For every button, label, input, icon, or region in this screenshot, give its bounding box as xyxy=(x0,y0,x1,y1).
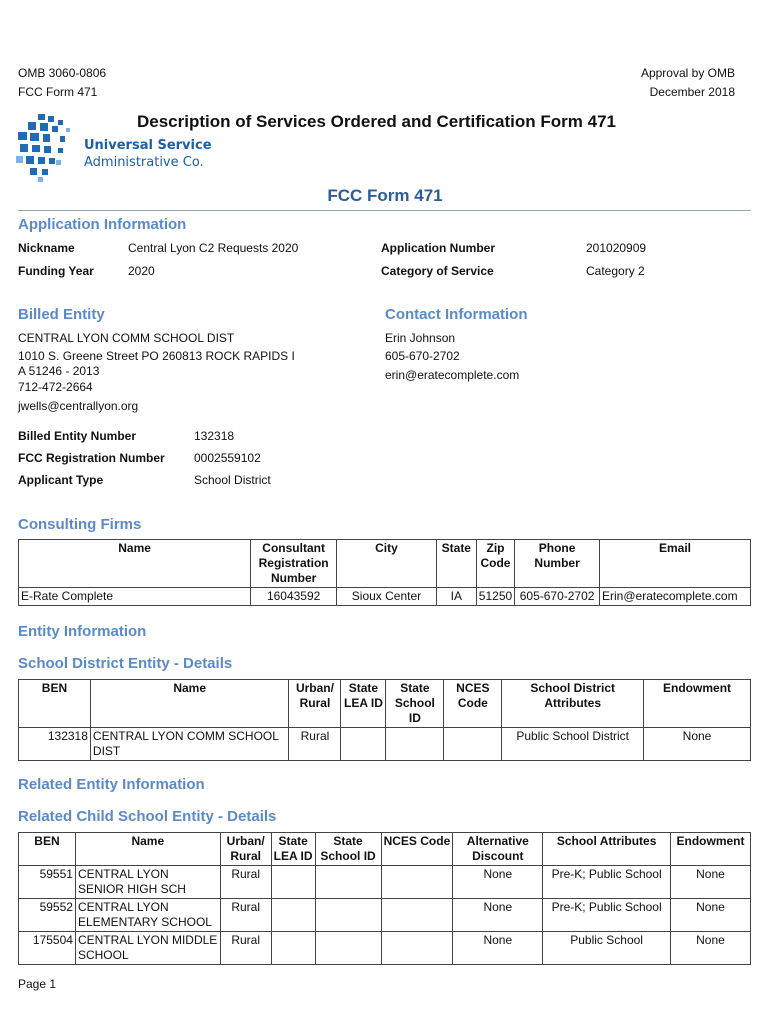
table-cell: None xyxy=(644,728,751,761)
ben-label: Billed Entity Number xyxy=(18,429,137,443)
table-header-row xyxy=(19,680,751,728)
table-cell xyxy=(271,866,315,899)
billed-entity-phone: 712-472-2664 xyxy=(18,380,93,394)
table-header-row xyxy=(19,833,751,866)
column-header: BEN xyxy=(19,833,76,866)
table-cell: IA xyxy=(436,588,476,606)
column-header: State xyxy=(436,540,476,588)
table-cell: 51250 xyxy=(476,588,514,606)
table-cell xyxy=(271,932,315,965)
table-cell: 16043592 xyxy=(251,588,337,606)
table-row xyxy=(19,899,751,932)
consulting-firms-table xyxy=(18,539,751,606)
column-header: NCES Code xyxy=(381,833,453,866)
header-right xyxy=(641,64,735,102)
application-number-value: 201020909 xyxy=(586,241,647,255)
section-school-district-details: School District Entity - Details xyxy=(18,655,233,672)
table-cell: CENTRAL LYON MIDDLE SCHOOL xyxy=(75,932,220,965)
category-label: Category of Service xyxy=(381,264,494,278)
approval-text: Approval by OMB xyxy=(640,66,735,80)
table-cell xyxy=(444,728,502,761)
table-cell: Rural xyxy=(220,899,271,932)
table-cell xyxy=(341,728,386,761)
table-cell: None xyxy=(670,932,750,965)
column-header: State School ID xyxy=(315,833,381,866)
section-entity-information: Entity Information xyxy=(18,623,147,640)
table-header-row xyxy=(19,540,751,588)
table-row xyxy=(19,866,751,899)
table-cell: Rural xyxy=(220,866,271,899)
table-cell: None xyxy=(670,866,750,899)
table-cell: 175504 xyxy=(19,932,76,965)
nickname-label: Nickname xyxy=(18,241,75,255)
table-cell xyxy=(381,866,453,899)
column-header: Name xyxy=(75,833,220,866)
related-child-school-table xyxy=(18,832,751,965)
column-header: State School ID xyxy=(386,680,444,728)
category-value: Category 2 xyxy=(586,264,645,278)
section-related-entity-information: Related Entity Information xyxy=(18,776,205,793)
table-row xyxy=(19,728,751,761)
column-header: Endowment xyxy=(644,680,751,728)
heading-divider xyxy=(18,210,751,211)
logo-line1: Universal Service xyxy=(84,138,212,153)
table-cell: Pre-K; Public School xyxy=(543,866,671,899)
applicant-type-label: Applicant Type xyxy=(18,473,104,487)
column-header: Consultant Registration Number xyxy=(251,540,337,588)
form-number: FCC Form 471 xyxy=(18,85,98,99)
table-cell xyxy=(315,899,381,932)
table-cell xyxy=(381,932,453,965)
column-header: School Attributes xyxy=(543,833,671,866)
table-cell: Rural xyxy=(220,932,271,965)
section-related-child-school-details: Related Child School Entity - Details xyxy=(18,808,277,825)
omb-number: OMB 3060-0806 xyxy=(18,66,107,80)
column-header: City xyxy=(337,540,437,588)
applicant-type-value: School District xyxy=(194,473,271,487)
logo-wordmark xyxy=(84,137,212,171)
column-header: NCES Code xyxy=(444,680,502,728)
logo-line2: Administrative Co. xyxy=(84,155,204,170)
usac-logo-icon xyxy=(16,114,78,184)
table-cell: 132318 xyxy=(19,728,91,761)
table-cell: None xyxy=(453,932,543,965)
funding-year-label: Funding Year xyxy=(18,264,94,278)
table-cell: 605-670-2702 xyxy=(515,588,600,606)
table-cell xyxy=(381,899,453,932)
column-header: Phone Number xyxy=(515,540,600,588)
table-cell: Erin@eratecomplete.com xyxy=(600,588,751,606)
table-cell: None xyxy=(453,866,543,899)
table-cell: Rural xyxy=(289,728,341,761)
table-cell: E-Rate Complete xyxy=(19,588,251,606)
nickname-value: Central Lyon C2 Requests 2020 xyxy=(128,241,299,255)
column-header: Urban/ Rural xyxy=(289,680,341,728)
contact-phone: 605-670-2702 xyxy=(385,349,460,363)
table-cell xyxy=(386,728,444,761)
column-header: Name xyxy=(90,680,289,728)
ben-value: 132318 xyxy=(194,429,235,443)
table-cell: 59552 xyxy=(19,899,76,932)
table-cell: 59551 xyxy=(19,866,76,899)
table-cell: Sioux Center xyxy=(337,588,437,606)
approval-date: December 2018 xyxy=(649,85,735,99)
column-header: Urban/ Rural xyxy=(220,833,271,866)
billed-entity-address-line2: A 51246 - 2013 xyxy=(18,364,100,378)
column-header: Name xyxy=(19,540,251,588)
table-cell: CENTRAL LYON SENIOR HIGH SCH xyxy=(75,866,220,899)
document-title: Description of Services Ordered and Certification Form 471 xyxy=(137,112,616,131)
header-left xyxy=(18,64,106,102)
funding-year-value: 2020 xyxy=(128,264,155,278)
billed-entity-email: jwells@centrallyon.org xyxy=(18,399,139,413)
table-cell xyxy=(271,899,315,932)
table-cell: Pre-K; Public School xyxy=(543,899,671,932)
column-header: Alternative Discount xyxy=(453,833,543,866)
school-district-table xyxy=(18,679,751,761)
contact-name: Erin Johnson xyxy=(385,331,456,345)
column-header: School District Attributes xyxy=(502,680,644,728)
table-cell xyxy=(315,932,381,965)
table-row xyxy=(19,588,751,606)
fcc-registration-label: FCC Registration Number xyxy=(18,451,165,465)
section-contact-information: Contact Information xyxy=(385,306,528,323)
column-header: State LEA ID xyxy=(341,680,386,728)
column-header: Zip Code xyxy=(476,540,514,588)
column-header: State LEA ID xyxy=(271,833,315,866)
table-cell: None xyxy=(453,899,543,932)
page-number: Page 1 xyxy=(18,977,57,991)
column-header: Email xyxy=(600,540,751,588)
table-cell: CENTRAL LYON COMM SCHOOL DIST xyxy=(90,728,289,761)
billed-entity-name: CENTRAL LYON COMM SCHOOL DIST xyxy=(18,331,235,345)
billed-entity-address-line1: 1010 S. Greene Street PO 260813 ROCK RAPIDS I xyxy=(18,349,295,363)
section-application-information: Application Information xyxy=(18,216,187,233)
column-header: BEN xyxy=(19,680,91,728)
table-row xyxy=(19,932,751,965)
table-cell xyxy=(315,866,381,899)
column-header: Endowment xyxy=(670,833,750,866)
section-billed-entity: Billed Entity xyxy=(18,306,105,323)
application-number-label: Application Number xyxy=(381,241,496,255)
table-cell: Public School District xyxy=(502,728,644,761)
fcc-registration-value: 0002559102 xyxy=(194,451,261,465)
table-cell: None xyxy=(670,899,750,932)
contact-email: erin@eratecomplete.com xyxy=(385,368,520,382)
form-heading: FCC Form 471 xyxy=(327,186,443,205)
table-cell: Public School xyxy=(543,932,671,965)
section-consulting-firms: Consulting Firms xyxy=(18,516,142,533)
table-cell: CENTRAL LYON ELEMENTARY SCHOOL xyxy=(75,899,220,932)
